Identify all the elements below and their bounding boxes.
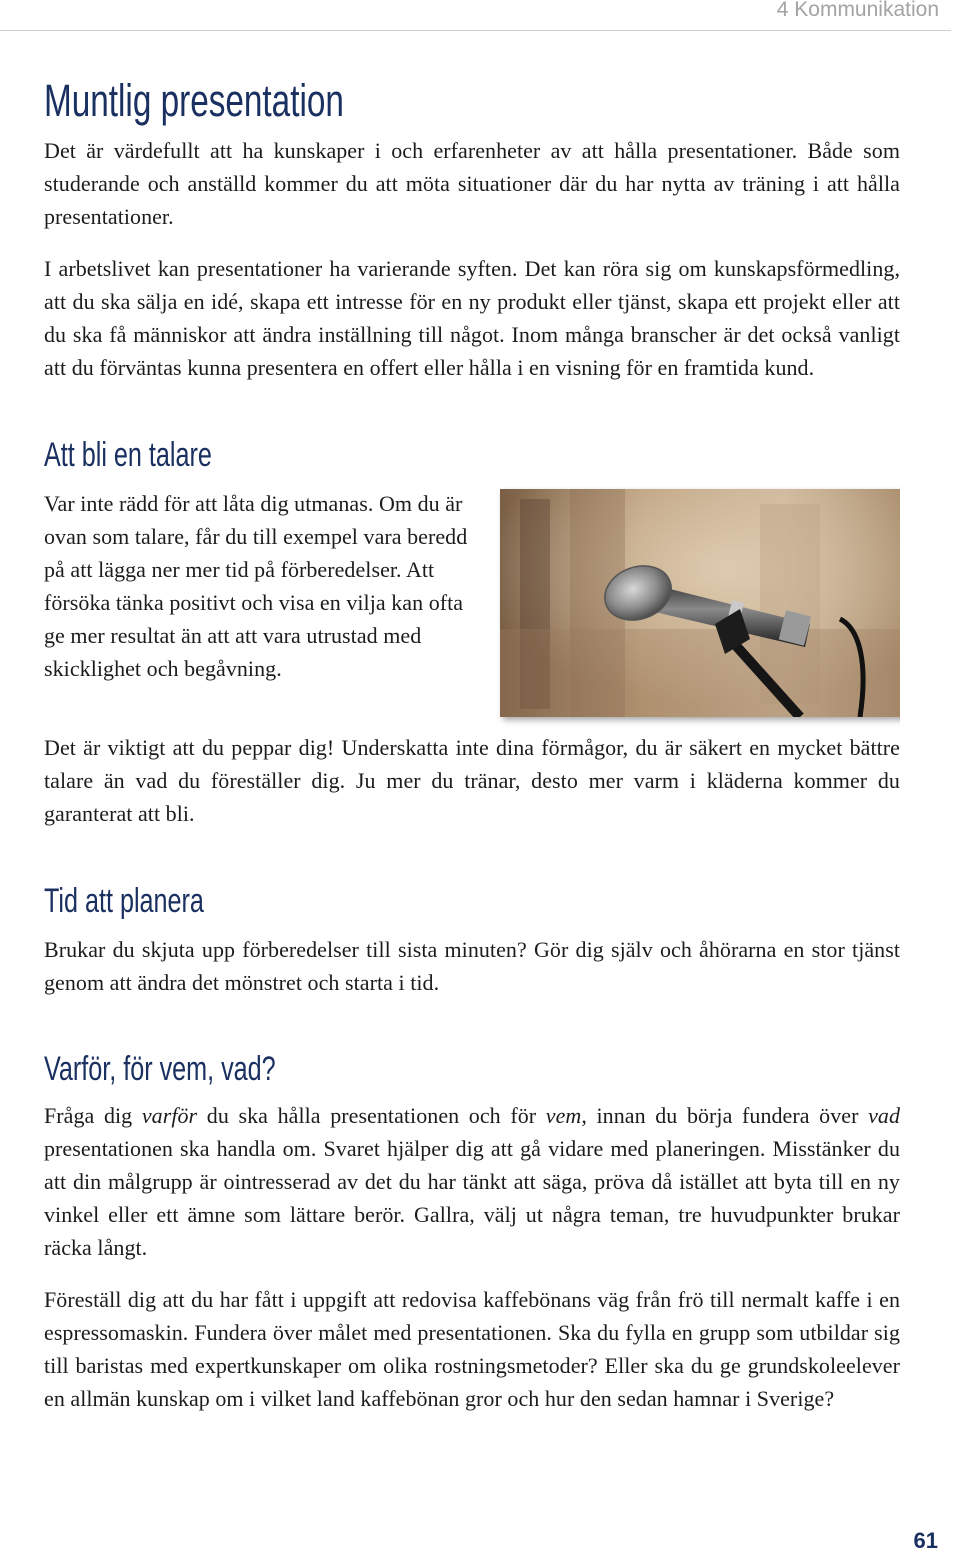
section-heading-varfor: Varför, för vem, vad? (44, 1050, 276, 1088)
section-heading-planera: Tid att planera (44, 882, 204, 920)
emphasis-vad: vad (868, 1103, 900, 1128)
text-run: , innan du börja fundera över (581, 1103, 869, 1128)
talare-paragraph-2: Det är viktigt att du peppar dig! Underskatta inte dina förmågor, du är säkert en mycket bättre talare än vad du föreställer dig. Ju mer du tränar, desto mer varm i kläderna kommer du garanterat att bli. (44, 735, 900, 826)
talare-block (44, 487, 900, 731)
page-number: 61 (913, 1528, 938, 1553)
page-title: Muntlig presentation (44, 75, 344, 126)
talare-paragraph-1: Var inte rädd för att låta dig utmanas. Om du är ovan som talare, får du till exempel vara beredd på att lägga ner mer tid på förberedelser. Att försöka tänka positivt och visa en vilja kan ofta ge mer resultat än att att vara utrustad med skicklighet och begåvning. (44, 491, 468, 681)
text-run: Fråga dig (44, 1103, 142, 1128)
microphone-photo (500, 489, 900, 717)
section-heading-talare: Att bli en talare (44, 436, 212, 474)
intro-paragraph-2: I arbetslivet kan presentationer ha varierande syften. Det kan röra sig om kunskapsförmedling, att du ska sälja en idé, skapa ett intresse för en ny produkt eller tjänst, skapa ett projekt eller att du ska få människor att ändra inställning till något. Inom många branscher är det också vanligt att du förväntas kunna presentera en offert eller hålla i en visning för en framtida kund. (44, 256, 900, 380)
planera-paragraph-1: Brukar du skjuta upp förberedelser till sista minuten? Gör dig själv och åhörarna en stor tjänst genom att ändra det mönstret och starta i tid. (44, 937, 900, 995)
varfor-paragraph-2: Föreställ dig att du har fått i uppgift att redovisa kaffebönans väg från frö till nermalt kaffe i en espressomaskin. Fundera över målet med presentationen. Ska du fylla en grupp som utbildar sig till baristas med expertkunskaper om olika rostningsmetoder? Eller ska du ge grundskoleelever en allmän kunskap om i vilket land kaffebönan gror och hur den sedan hamnar i Sverige? (44, 1287, 900, 1411)
running-header (0, 0, 951, 31)
text-run: presentationen ska handla om. Svaret hjälper dig att gå vidare med planeringen. Misstänker du att din målgrupp är ointresserad av det du har tänkt att säga, pröva då istället att byta till en ny vinkel eller ett ämne som lättare berör. Gallra, välj ut några teman, tre huvudpunkter brukar räcka långt. (44, 1136, 900, 1260)
text-run: du ska hålla presentationen och för (197, 1103, 546, 1128)
page-content (44, 72, 900, 1415)
chapter-label: 4 Kommunikation (776, 0, 939, 21)
varfor-paragraph-1 (44, 1099, 900, 1264)
emphasis-varfor: varför (141, 1103, 198, 1128)
emphasis-vem: vem (545, 1103, 582, 1128)
intro-paragraph-1: Det är värdefullt att ha kunskaper i och erfarenheter av att hålla presentationer. Både som studerande och anställd kommer du att möta situationer där du har nytta av träning i att hålla presentationer. (44, 138, 900, 229)
